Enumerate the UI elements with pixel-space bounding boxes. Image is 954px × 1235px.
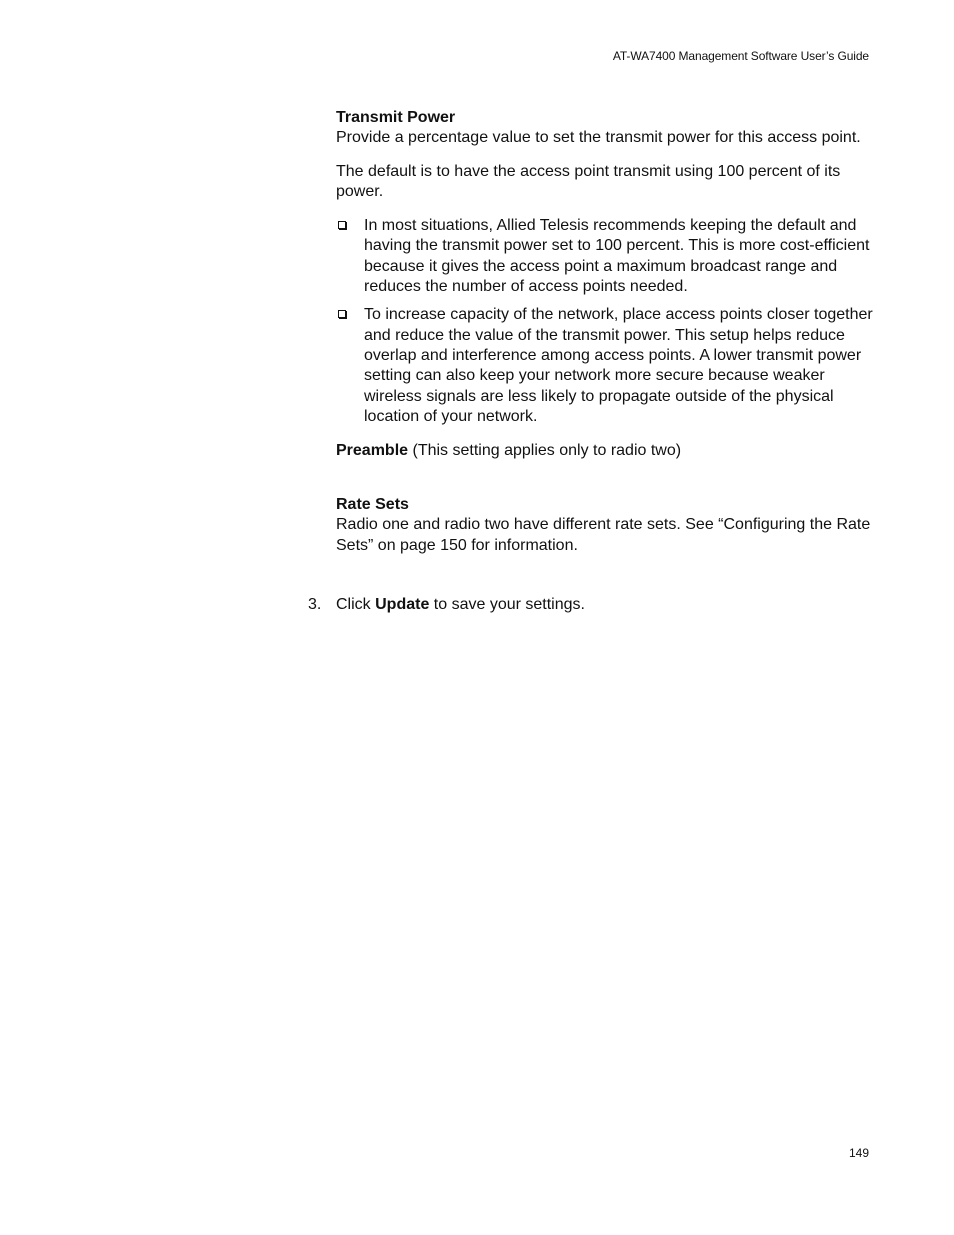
main-content [336,108,876,569]
transmit-power-bullet-list [336,216,876,427]
bullet-text: To increase capacity of the network, place access points closer together and reduce the value of the transmit power. This setup helps reduce overlap and interference among access points. A lower transmit power setting can also keep your network more secure because weaker wireless signals are less likely to propagate outside of the physical location of your network. [364,306,873,425]
step-number: 3. [308,596,322,613]
running-header: AT-WA7400 Management Software User’s Guide [612,49,869,63]
transmit-power-heading: Transmit Power [336,109,456,126]
page-number: 149 [848,1146,869,1160]
preamble-note: (This setting applies only to radio two) [408,441,682,459]
list-item [336,216,876,297]
bullet-text: In most situations, Allied Telesis recommends keeping the default and having the transmit power set to 100 percent. This is more cost-efficient because it gives the access point a maximum broadcast range and reduces the number of access points needed. [364,217,870,296]
rate-sets-description: Radio one and radio two have different rate sets. See “Configuring the Rate Sets” on page 150 for information. [336,516,871,554]
transmit-power-description: Provide a percentage value to set the transmit power for this access point. [336,129,861,147]
transmit-power-default-note: The default is to have the access point transmit using 100 percent of its power. [336,163,841,201]
list-item [336,305,876,427]
preamble-heading: Preamble [336,441,409,459]
section-spacer [336,461,876,495]
checkbox-bullet-icon [338,221,346,229]
step-suffix: to save your settings. [429,596,585,613]
checkbox-bullet-icon [338,310,346,318]
step-prefix: Click [336,596,376,613]
update-keyword: Update [375,596,430,613]
preamble-line [336,441,876,461]
rate-sets-heading: Rate Sets [336,495,409,513]
procedure-step [308,595,585,615]
